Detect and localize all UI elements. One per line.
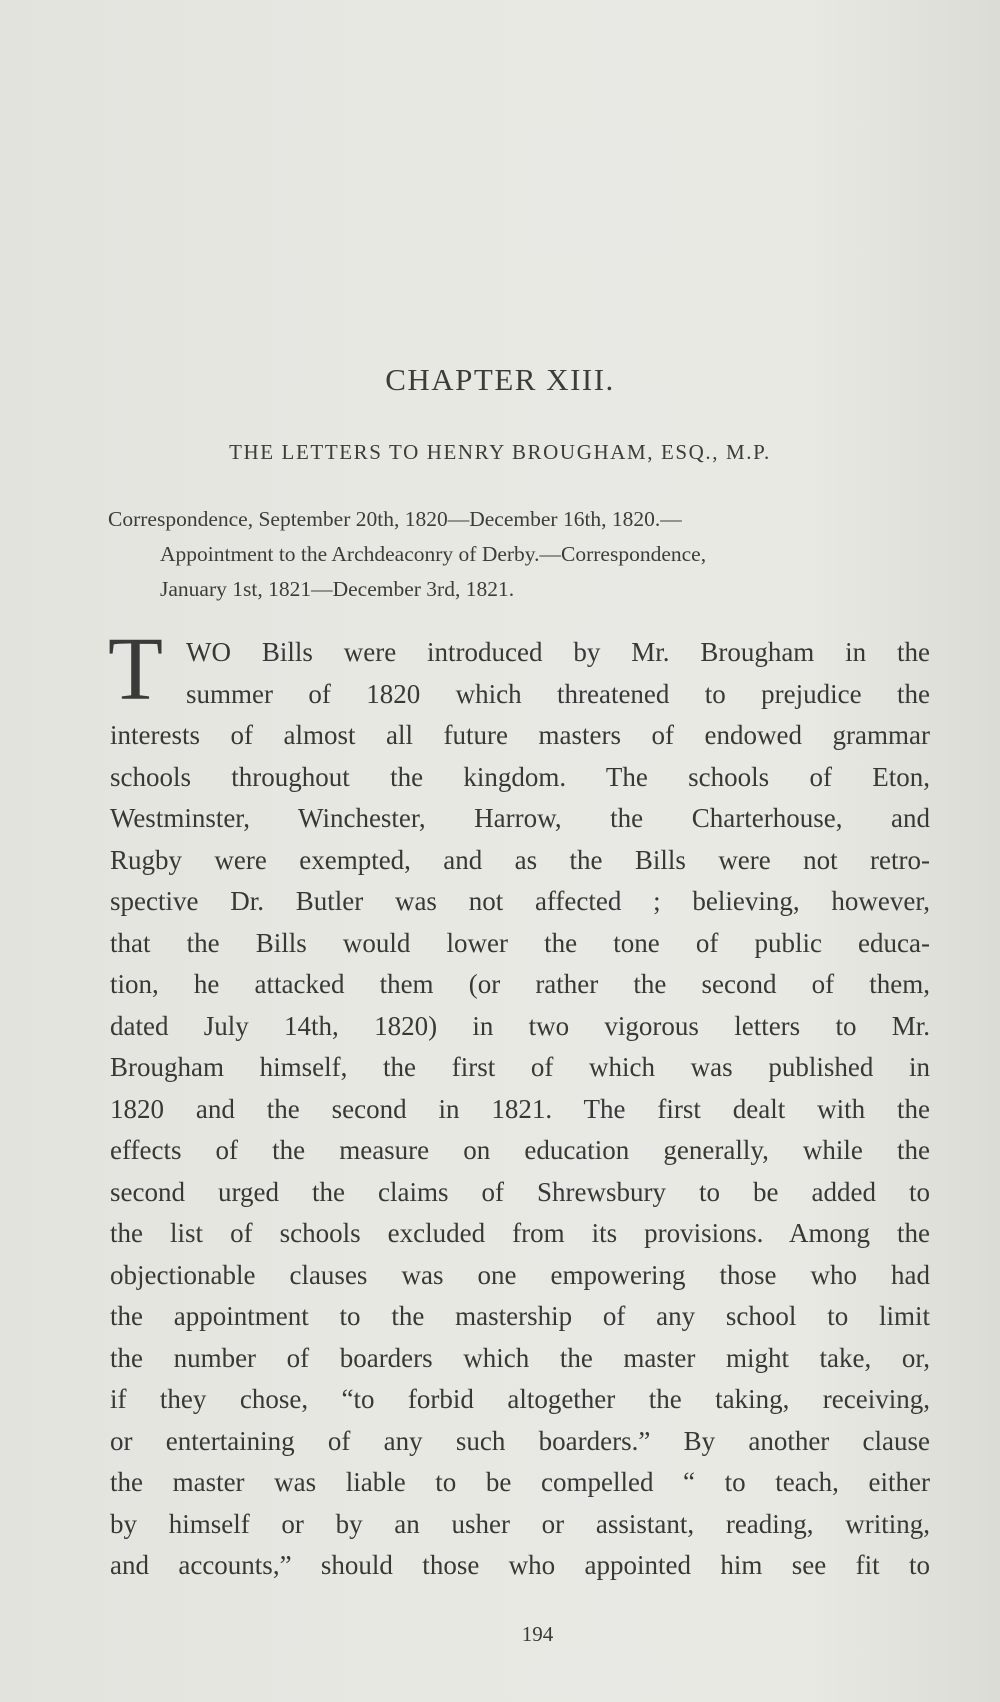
chapter-subtitle: THE LETTERS TO HENRY BROUGHAM, ESQ., M.P.: [229, 440, 771, 464]
body-line: dated July 14th, 1820) in two vigorous letters to Mr.: [110, 1010, 930, 1041]
body-line: 1820 and the second in 1821. The first dealt with the: [110, 1093, 930, 1124]
body-line: interests of almost all future masters of endowed grammar: [110, 720, 930, 750]
body-line: and accounts,” should those who appointed him see fit to: [110, 1550, 930, 1580]
body-line: spective Dr. Butler was not affected ; believing, however,: [110, 886, 930, 916]
body-line: effects of the measure on education generally, while the: [110, 1135, 930, 1165]
synopsis-line: Correspondence, September 20th, 1820—December 16th, 1820.—: [108, 507, 682, 531]
body-line: Brougham himself, the first of which was published in: [110, 1052, 930, 1082]
body-line: by himself or by an usher or assistant, reading, writing,: [110, 1508, 930, 1539]
synopsis-line: January 1st, 1821—December 3rd, 1821.: [160, 577, 515, 601]
body-line: schools throughout the kingdom. The schools of Eton,: [110, 761, 930, 792]
body-line: or entertaining of any such boarders.” By another clause: [110, 1425, 930, 1456]
drop-cap: T: [108, 620, 163, 719]
body-line: summer of 1820 which threatened to prejudice the: [186, 678, 930, 709]
page-number: 194: [521, 1622, 554, 1646]
body-line: if they chose, “to forbid altogether the taking, receiving,: [110, 1384, 930, 1414]
body-line: tion, he attacked them (or rather the second of them,: [110, 969, 930, 999]
body-line: the master was liable to be compelled “ to teach, either: [110, 1467, 930, 1497]
chapter-title: CHAPTER XIII.: [385, 362, 615, 397]
chapter-synopsis: [108, 502, 928, 607]
synopsis-line: Appointment to the Archdeaconry of Derby.—Correspondence,: [160, 542, 707, 566]
body-line: that the Bills would lower the tone of public educa-: [110, 927, 930, 958]
body-line: Westminster, Winchester, Harrow, the Charterhouse, and: [110, 803, 930, 833]
body-line: the list of schools excluded from its provisions. Among the: [110, 1218, 930, 1248]
body-line: objectionable clauses was one empowering those who had: [110, 1259, 930, 1290]
body-line: the appointment to the mastership of any school to limit: [110, 1301, 930, 1331]
body-text: [108, 620, 930, 1587]
body-line: Rugby were exempted, and as the Bills were not retro-: [110, 844, 930, 875]
body-line: WO Bills were introduced by Mr. Brougham in the: [186, 637, 930, 667]
body-line: second urged the claims of Shrewsbury to be added to: [110, 1176, 930, 1207]
body-line: the number of boarders which the master might take, or,: [110, 1342, 930, 1373]
